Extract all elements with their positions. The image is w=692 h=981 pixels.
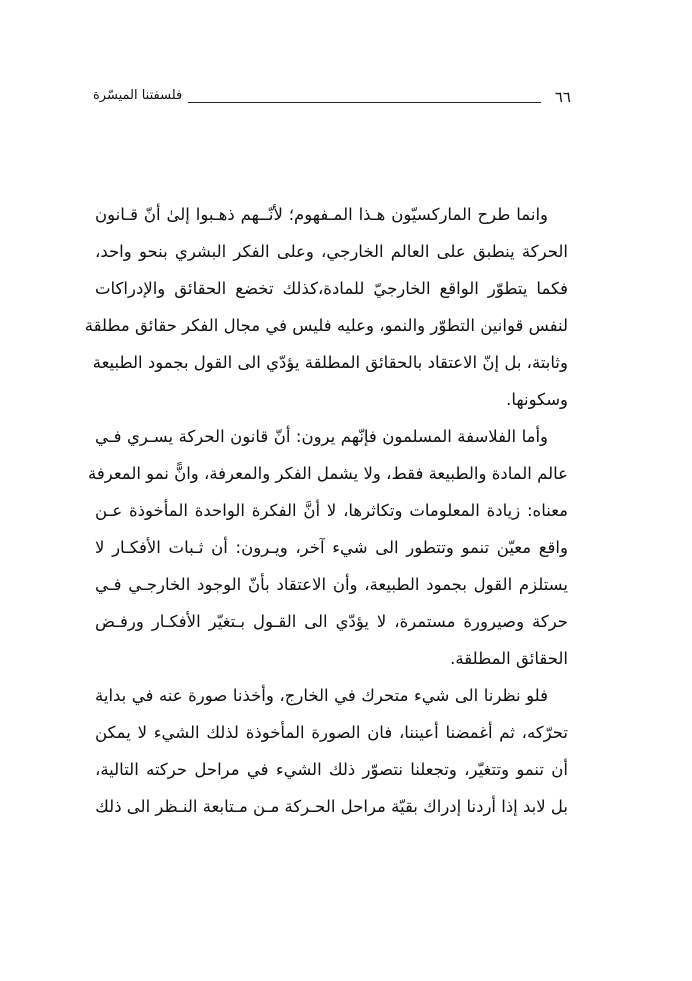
text-line: حركة وصيرورة مستمرة، لا يؤدّي الى القـول بـتغيّر الأفكـار ورفـض [95,612,568,631]
text-line: تحرّكه، ثم أغمضنا أعيننا، فان الصورة المأخوذة لذلك الشيء لا يمكن [95,723,568,742]
page-body [84,196,568,825]
text-line: يستلزم القول بجمود الطبيعة، وأن الاعتقاد بأنّ الوجود الخارجـي فـي [95,575,568,594]
page-number: ٦٦ [554,88,571,106]
text-line: الحركة ينطبق على العالم الخارجي، وعلى الفكر البشري بنحو واحد، [95,242,568,261]
text-line: الحقائق المطلقة. [450,649,568,668]
text-line: وأما الفلاسفة المسلمون فإنّهم يرون: أنّ قانون الحركة يسـري فـي [95,427,548,446]
text-line: لنفس قوانين التطوّر والنمو، وعليه فليس في مجال الفكر حقائق مطلقة [84,316,568,335]
text-line: معناه: زيادة المعلومات وتكاثرها، لا أنَّ الفكرة الواحدة المأخوذة عـن [95,501,568,520]
text-line: عالم المادة والطبيعة فقط، ولا يشمل الفكر والمعرفة، وانًّ نمو المعرفة [87,464,568,483]
book-title: فلسفتنا الميسّرة [93,88,183,103]
text-line: وانما طرح الماركسيّون هـذا المـفهوم؛ لأنّــهم ذهـبوا إلىٰ أنّ قـانون [95,205,548,224]
header-rule [188,102,541,103]
text-line: فلو نظرنا الى شيء متحرك في الخارج، وأخذنا صورة عنه في بداية [95,686,548,705]
text-line: وثابتة، بل إنّ الاعتقاد بالحقائق المطلقة يؤدّي الى القول بجمود الطبيعة [92,353,568,372]
text-line: أن تنمو وتتغيّر، وتجعلنا نتصوّر ذلك الشيء في مراحل حركته التالية، [95,760,568,779]
text-line: بل لابد إذا أردنا إدراك بقيّة مراحل الحـركة مـن مـتابعة النـظر الى ذلك [95,797,568,816]
text-line: وسكونها. [506,390,568,409]
text-line: فكما يتطوّر الواقع الخارجيّ للمادة،كذلك تخضع الحقائق والإدراكات [95,279,568,298]
text-line: واقع معيّن تنمو وتتطور الى شيء آخر، ويـرون: أن ثـبات الأفكـار لا [95,538,568,557]
running-header [93,88,571,112]
